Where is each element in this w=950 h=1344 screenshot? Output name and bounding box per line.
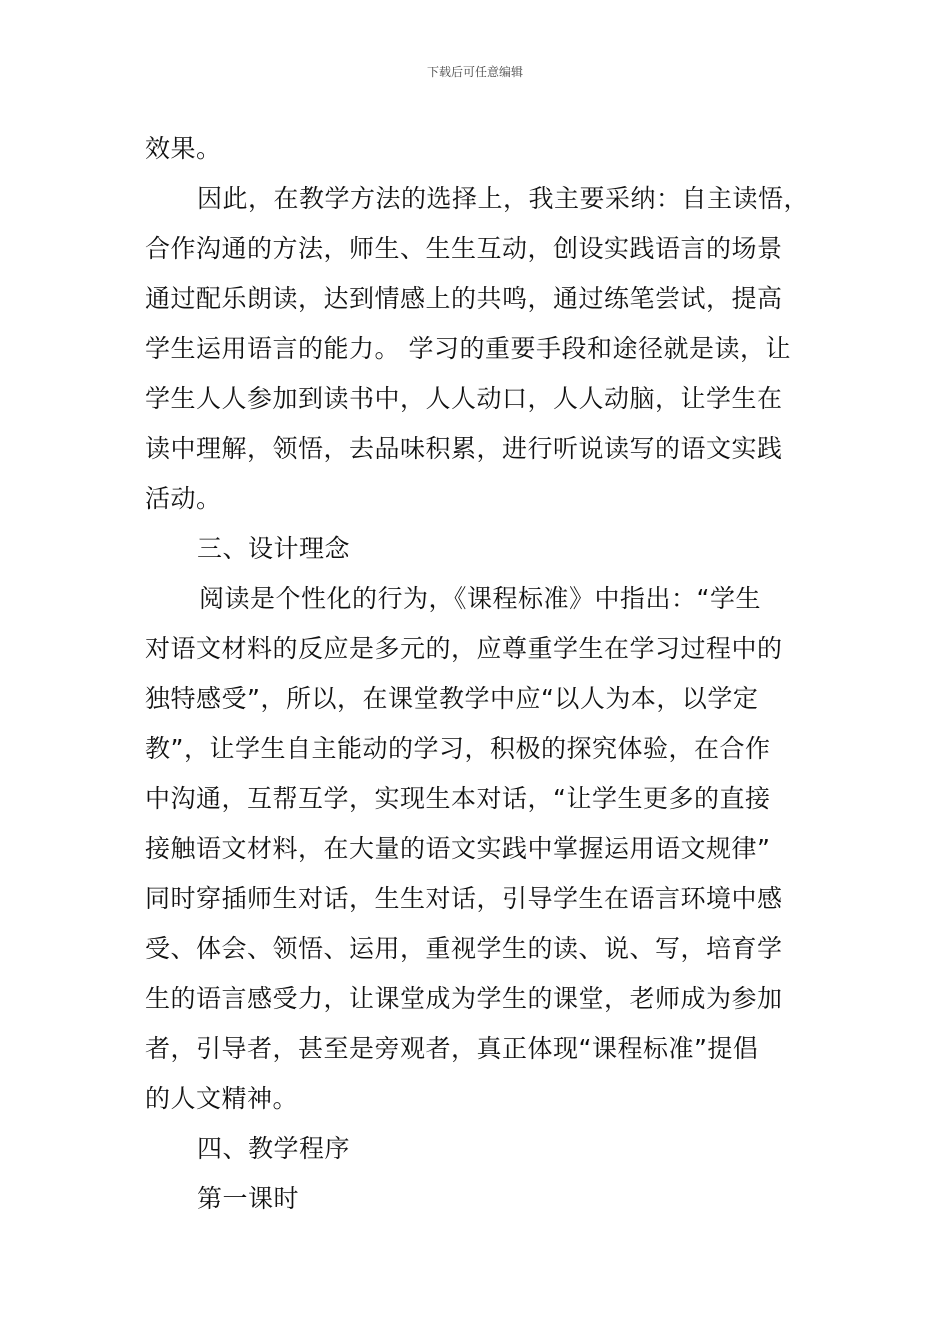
text-line: 学生运用语言的能力。 学习的重要手段和途径就是读，让 [145,334,791,363]
text-line: 接触语文材料，在大量的语文实践中掌握运用语文规律” [145,834,771,863]
text-line: 读中理解，领悟，去品味积累，进行听说读写的语文实践 [145,434,783,463]
paragraph-start-line: 因此，在教学方法的选择上，我主要采纳：自主读悟， [197,184,810,213]
paragraph-start-line: 阅读是个性化的行为，《课程标准》中指出：“学生 [199,584,761,613]
text-line: 效果。 [145,134,222,163]
text-line: 合作沟通的方法，师生、生生互动，创设实践语言的场景 [145,234,783,263]
text-line: 对语文材料的反应是多元的，应尊重学生在学习过程中的 [145,634,783,663]
text-line: 教”，让学生自主能动的学习，积极的探究体验，在合作 [145,734,771,763]
text-line: 者，引导者，甚至是旁观者，真正体现“课程标准”提倡 [145,1034,759,1063]
text-line: 受、体会、领悟、运用，重视学生的读、说、写，培育学 [145,934,783,963]
text-line: 通过配乐朗读，达到情感上的共鸣，通过练笔尝试，提高 [145,284,783,313]
text-line: 活动。 [145,484,222,513]
text-line: 的人文精神。 [145,1084,299,1113]
text-line: 独特感受”，所以，在课堂教学中应“以人为本，以学定 [145,684,759,713]
subsection-heading-first-lesson: 第一课时 [197,1184,300,1213]
text-line: 同时穿插师生对话，生生对话，引导学生在语言环境中感 [145,884,783,913]
section-heading-design-concept: 三、设计理念 [197,534,351,563]
text-line: 生的语言感受力，让课堂成为学生的课堂，老师成为参加 [145,984,783,1013]
section-heading-teaching-procedure: 四、教学程序 [197,1134,351,1163]
text-line: 学生人人参加到读书中，人人动口，人人动脑，让学生在 [145,384,783,413]
page-header-note: 下载后可任意编辑 [426,65,523,79]
document-body [145,124,825,1224]
text-line: 中沟通，互帮互学，实现生本对话，“让学生更多的直接 [145,784,771,813]
